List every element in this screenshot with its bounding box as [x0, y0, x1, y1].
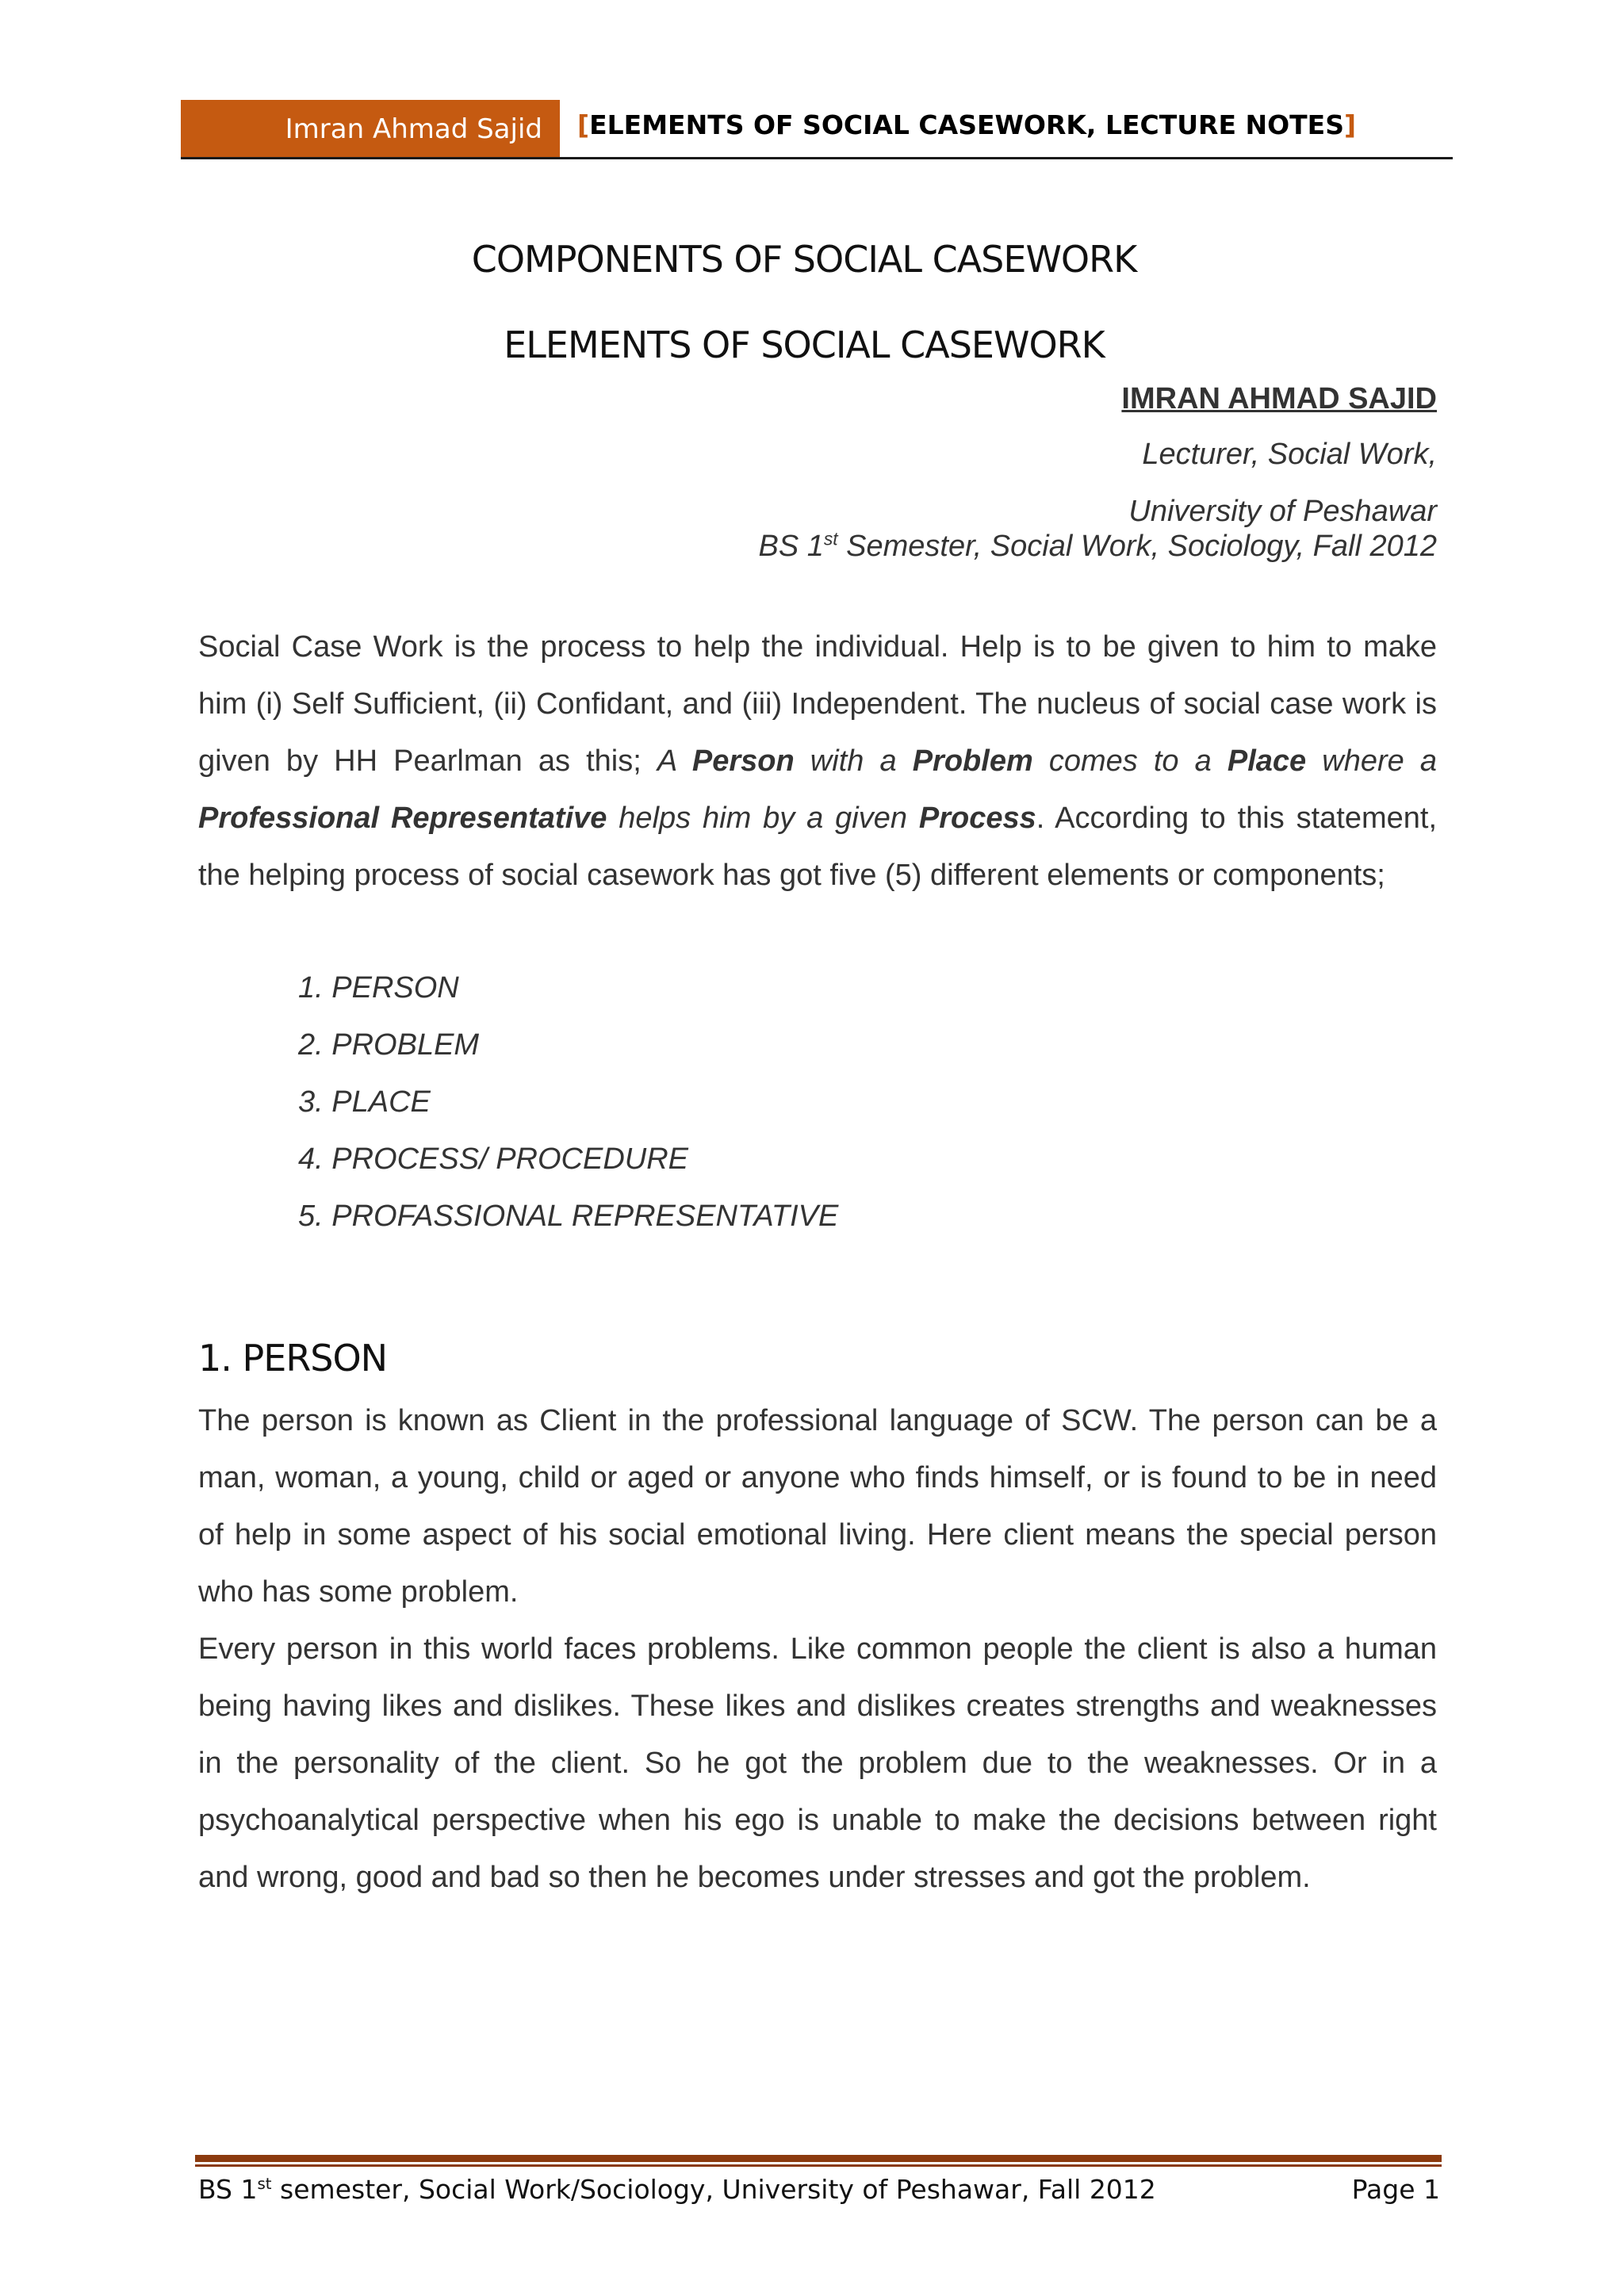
section-heading-person: 1. PERSON [198, 1337, 388, 1380]
author-university: University of Peshawar [1128, 495, 1437, 528]
page-subtitle: ELEMENTS OF SOCIAL CASEWORK [504, 323, 1105, 366]
list-item: 1. PERSON [298, 971, 459, 1004]
elements-list [298, 959, 838, 1245]
header-author-name: Imran Ahmad Sajid [285, 113, 542, 145]
intro-paragraph: Social Case Work is the process to help the individual. Help is to be given to him to make him (i) Self Sufficient, (ii) Confidant, and (iii) Independent. The nucleus of social case work is given by HH Pearlman as this; A Person with a Problem comes to a Place where a Professional Representative helps him by a given Process. According to this statement, the helping process of social casework has got five (5) different elements or components; [198, 630, 1438, 892]
header-author-band [181, 100, 560, 159]
author-name: IMRAN AHMAD SAJID [1121, 382, 1437, 415]
course-info: BS 1st Semester, Social Work, Sociology, Fall 2012 [758, 528, 1437, 563]
header-rule [181, 157, 1453, 159]
page-title: COMPONENTS OF SOCIAL CASEWORK [471, 238, 1137, 281]
pearlman-quote: A Person with a Problem comes to a Place where a Professional Representative helps him by a given Process [198, 744, 1437, 835]
list-item: 4. PROCESS/ PROCEDURE [298, 1142, 688, 1176]
author-position: Lecturer, Social Work, [1142, 438, 1437, 471]
header-document-title: [ELEMENTS OF SOCIAL CASEWORK, LECTURE NOTES] [577, 109, 1357, 140]
footer-rule-thin [195, 2164, 1442, 2167]
list-item: 2. PROBLEM [298, 1028, 480, 1062]
person-paragraph-1: The person is known as Client in the professional language of SCW. The person can be a man, woman, a young, child or aged or anyone who finds himself, or is found to be in need of help in some aspect of his social emotional living. Here client means the special person who has some problem. [198, 1404, 1437, 1609]
list-item: 3. PLACE [298, 1085, 431, 1119]
list-item: 5. PROFASSIONAL REPRESENTATIVE [298, 1200, 839, 1233]
page-number: Page 1 [1351, 2174, 1440, 2205]
footer-course-info: BS 1st semester, Social Work/Sociology, University of Peshawar, Fall 2012 [198, 2174, 1156, 2205]
footer-rule [195, 2155, 1442, 2162]
person-paragraph-2: Every person in this world faces problems. Like common people the client is also a human being having likes and dislikes. These likes and dislikes creates strengths and weaknesses in the personality of the client. So he got the problem due to the weaknesses. Or in a psychoanalytical perspective when his ego is unable to make the decisions between right and wrong, good and bad so then he becomes under stresses and got the problem. [198, 1632, 1437, 1894]
